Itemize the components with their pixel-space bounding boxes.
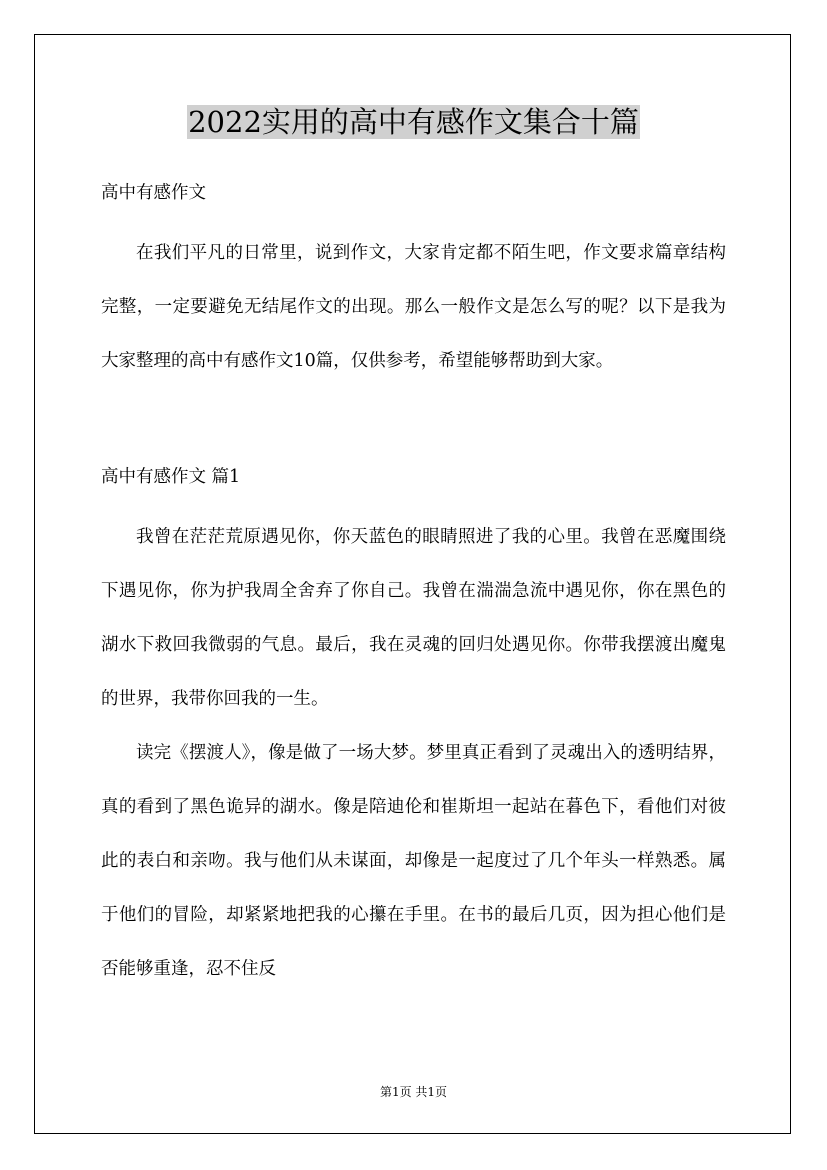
intro-paragraph: 在我们平凡的日常里，说到作文，大家肯定都不陌生吧，作文要求篇章结构完整，一定要避免无结尾作文的出现。那么一般作文是怎么写的呢？以下是我为大家整理的高中有感作文10篇，仅供参考，希望能够帮助到大家。	[101, 243, 726, 371]
intro-heading: 高中有感作文	[101, 183, 206, 203]
section-paragraph-2: 读完《摆渡人》，像是做了一场大梦。梦里真正看到了灵魂出入的透明结界，真的看到了黑色诡异的湖水。像是陪迪伦和崔斯坦一起站在暮色下，看他们对彼此的表白和亲吻。我与他们从未谋面，却像是一起度过了几个年头一样熟悉。属于他们的冒险，却紧紧地把我的心攥在手里。在书的最后几页，因为担心他们是否能够重逢，忍不住反	[101, 743, 726, 979]
section-heading: 高中有感作文 篇1	[101, 467, 241, 487]
document-title-text: 2022实用的高中有感作文集合十篇	[188, 105, 639, 139]
document-title	[0, 102, 827, 142]
section-paragraph-1: 我曾在茫茫荒原遇见你，你天蓝色的眼睛照进了我的心里。我曾在恶魔围绕下遇见你，你为护我周全舍弃了你自己。我曾在湍湍急流中遇见你，你在黑色的湖水下救回我微弱的气息。最后，我在灵魂的回归处遇见你。你带我摆渡出魔鬼的世界，我带你回我的一生。	[101, 527, 726, 709]
document-body	[101, 176, 726, 996]
page-footer: 第1页 共1页	[379, 1085, 448, 1099]
section-spacer	[101, 388, 726, 460]
